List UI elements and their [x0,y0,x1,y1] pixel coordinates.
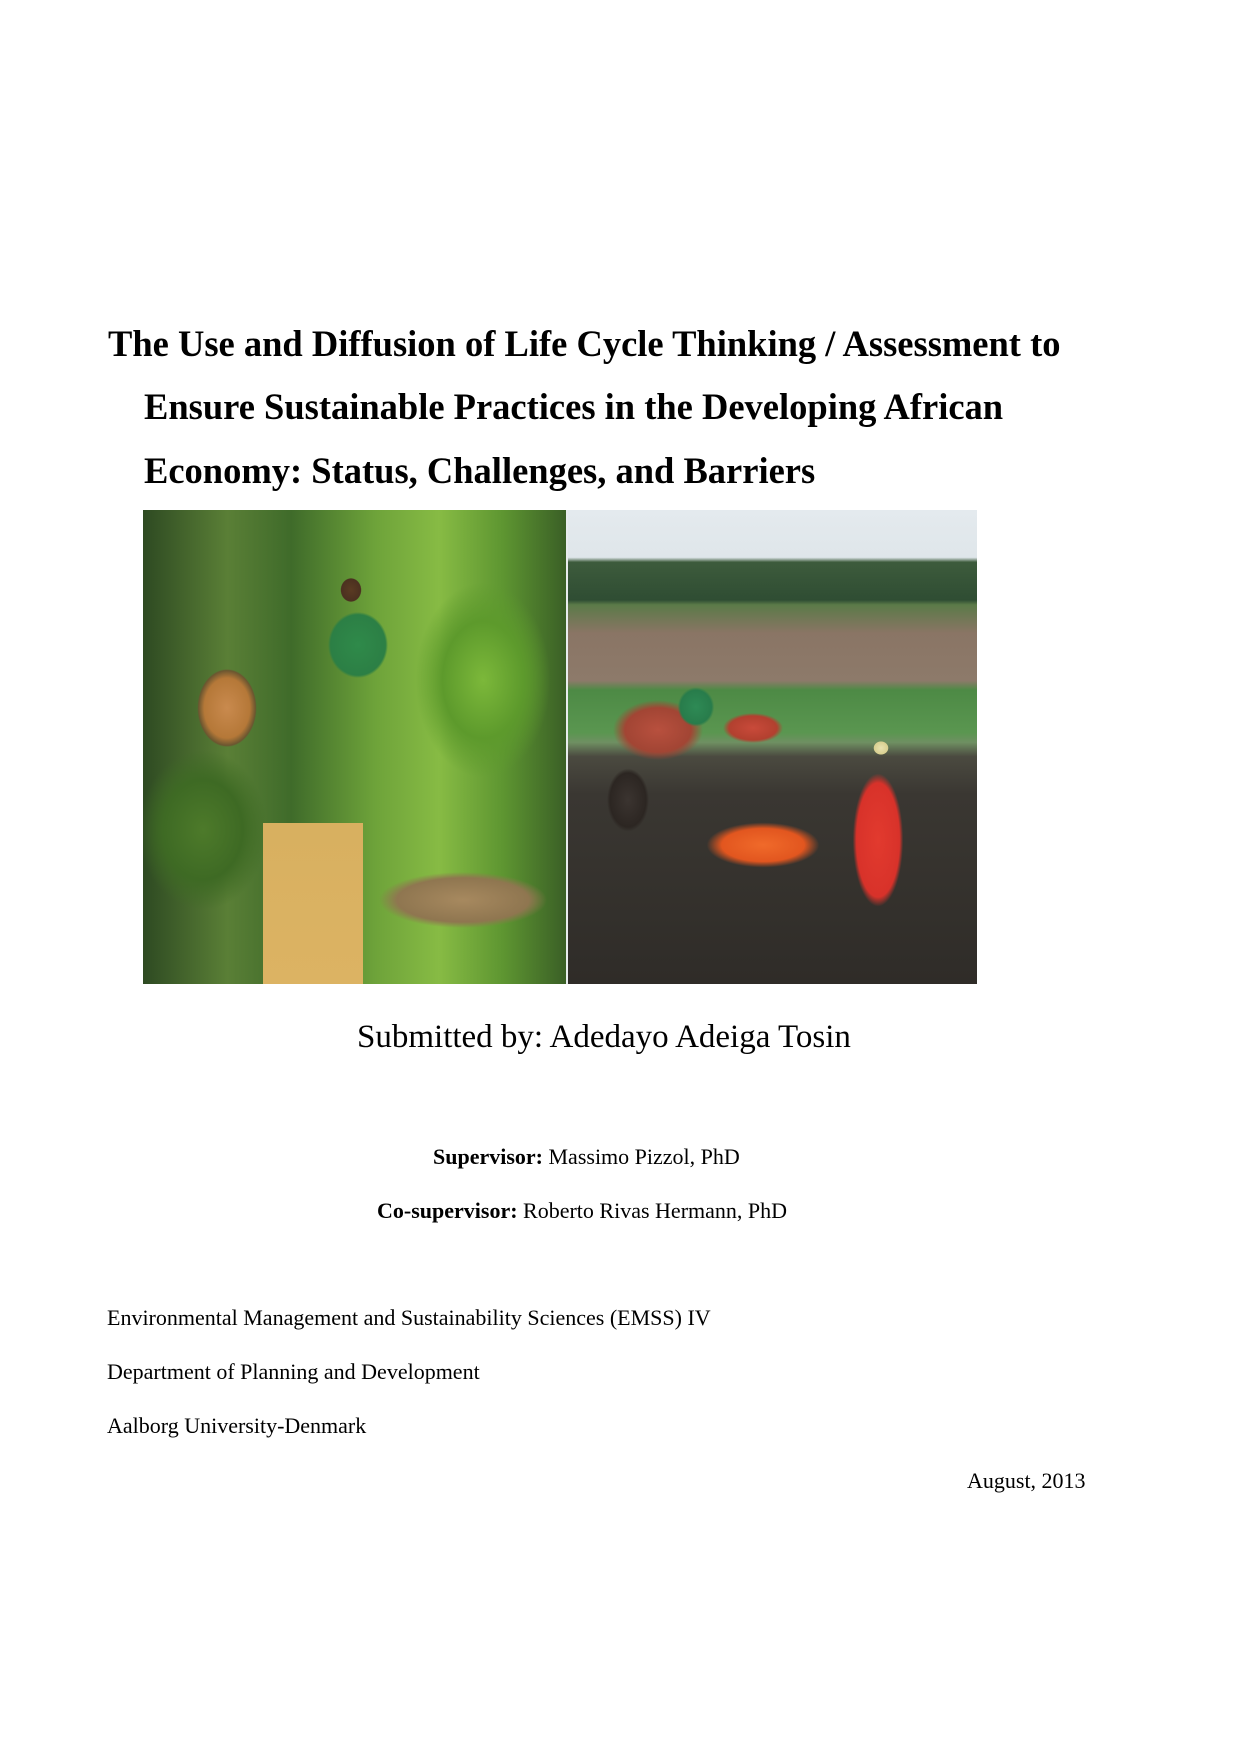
co-supervisor-line [377,1200,787,1222]
tractor-field-photo [568,510,977,984]
co-supervisor-label: Co-supervisor: [377,1198,518,1223]
title-line-3: Economy: Status, Challenges, and Barriers [144,450,816,491]
supervisor-name: Massimo Pizzol, PhD [543,1144,740,1169]
co-supervisor-name: Roberto Rivas Hermann, PhD [517,1198,788,1223]
department-name: Department of Planning and Development [107,1359,480,1384]
university-name: Aalborg University-Denmark [107,1413,367,1438]
supervisor-label: Supervisor: [433,1144,543,1169]
title-line-1: The Use and Diffusion of Life Cycle Thinking / Assessment to [108,323,1061,364]
supervisor-line [433,1146,740,1168]
program-name: Environmental Management and Sustainability Sciences (EMSS) IV [107,1305,711,1330]
deforestation-photo [143,510,566,984]
submitted-by: Submitted by: Adedayo Adeiga Tosin [357,1019,851,1055]
title-line-2: Ensure Sustainable Practices in the Developing African [144,386,1004,427]
submission-date: August, 2013 [967,1468,1086,1493]
